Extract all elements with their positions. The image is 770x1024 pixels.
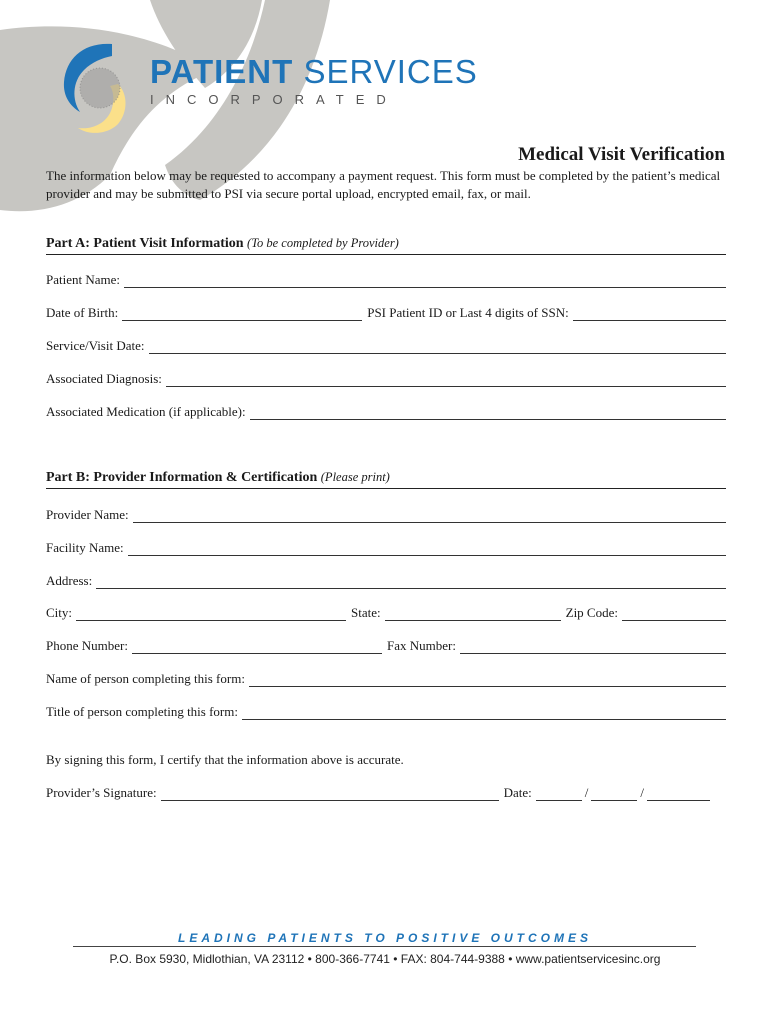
state-field[interactable] <box>385 609 561 621</box>
completer-title-label: Title of person completing this form: <box>46 704 238 719</box>
fax-field[interactable] <box>460 642 726 654</box>
visit-date-label: Service/Visit Date: <box>46 338 145 353</box>
intro-paragraph: The information below may be requested to accompany a payment request. This form must be completed by the patient’s medical provider and may be submitted to PSI via secure portal upload, encrypted email, fax, or mail. <box>46 168 721 201</box>
date-separator-1: / <box>584 785 589 800</box>
footer-divider <box>73 946 696 947</box>
completer-title-field[interactable] <box>242 708 726 720</box>
medication-field[interactable] <box>250 408 726 420</box>
patient-name-label: Patient Name: <box>46 272 121 287</box>
phone-fax-row <box>46 638 726 654</box>
facility-name-field[interactable] <box>128 544 726 556</box>
phone-field[interactable] <box>132 642 382 654</box>
logo-subtitle: INCORPORATED <box>150 92 398 107</box>
diagnosis-field[interactable] <box>166 375 726 387</box>
address-field[interactable] <box>96 577 726 589</box>
completer-name-label: Name of person completing this form: <box>46 671 245 686</box>
footer-contact: P.O. Box 5930, Midlothian, VA 23112 • 800-366-7741 • FAX: 804-744-9388 • www.patientservicesinc.org <box>109 952 661 966</box>
completer-title-row <box>46 704 726 720</box>
part-a-note: (To be completed by Provider) <box>247 236 399 250</box>
part-b-title: Part B: Provider Information & Certification <box>46 470 318 485</box>
diagnosis-row <box>46 371 726 387</box>
signature-field[interactable] <box>161 789 499 801</box>
zip-label: Zip Code: <box>565 605 618 620</box>
facility-name-row <box>46 540 726 556</box>
phone-label: Phone Number: <box>46 638 128 653</box>
logo-word-services: SERVICES <box>303 53 478 90</box>
part-b-note: (Please print) <box>320 470 390 484</box>
diagnosis-label: Associated Diagnosis: <box>46 371 162 386</box>
fax-label: Fax Number: <box>386 638 456 653</box>
certification-statement: By signing this form, I certify that the information above is accurate. <box>46 752 404 767</box>
dob-field[interactable] <box>122 309 362 321</box>
visit-date-row <box>46 338 726 354</box>
completer-name-row <box>46 671 726 687</box>
date-separator-2: / <box>640 785 645 800</box>
part-a-heading <box>46 236 726 255</box>
city-field[interactable] <box>76 609 346 621</box>
signature-row <box>46 785 710 801</box>
visit-date-field[interactable] <box>149 342 727 354</box>
part-b-heading <box>46 470 726 489</box>
logo-mark <box>54 38 139 136</box>
provider-name-field[interactable] <box>133 511 726 523</box>
completer-name-field[interactable] <box>249 675 726 687</box>
psi-id-label: PSI Patient ID or Last 4 digits of SSN: <box>367 305 569 320</box>
city-state-zip-row <box>46 605 726 621</box>
date-day-field[interactable] <box>591 789 637 801</box>
part-a-title: Part A: Patient Visit Information <box>46 236 244 251</box>
signature-label: Provider’s Signature: <box>46 785 157 800</box>
state-label: State: <box>351 605 381 620</box>
patient-name-row <box>46 272 726 288</box>
company-logo-text <box>150 54 478 107</box>
footer-tagline: LEADING PATIENTS TO POSITIVE OUTCOMES <box>177 931 593 945</box>
logo-word-patient: PATIENT <box>150 53 294 90</box>
provider-name-row <box>46 507 726 523</box>
medication-row <box>46 404 726 420</box>
patient-name-field[interactable] <box>124 276 726 288</box>
date-month-field[interactable] <box>536 789 582 801</box>
provider-name-label: Provider Name: <box>46 507 129 522</box>
dob-label: Date of Birth: <box>46 305 119 320</box>
psi-id-field[interactable] <box>573 309 726 321</box>
address-label: Address: <box>46 573 93 588</box>
zip-field[interactable] <box>622 609 726 621</box>
date-label: Date: <box>503 785 532 800</box>
city-label: City: <box>46 605 73 620</box>
address-row <box>46 573 726 589</box>
dob-row <box>46 305 726 321</box>
date-year-field[interactable] <box>647 789 710 801</box>
facility-name-label: Facility Name: <box>46 540 124 555</box>
medication-label: Associated Medication (if applicable): <box>46 404 246 419</box>
form-title: Medical Visit Verification <box>518 144 725 165</box>
